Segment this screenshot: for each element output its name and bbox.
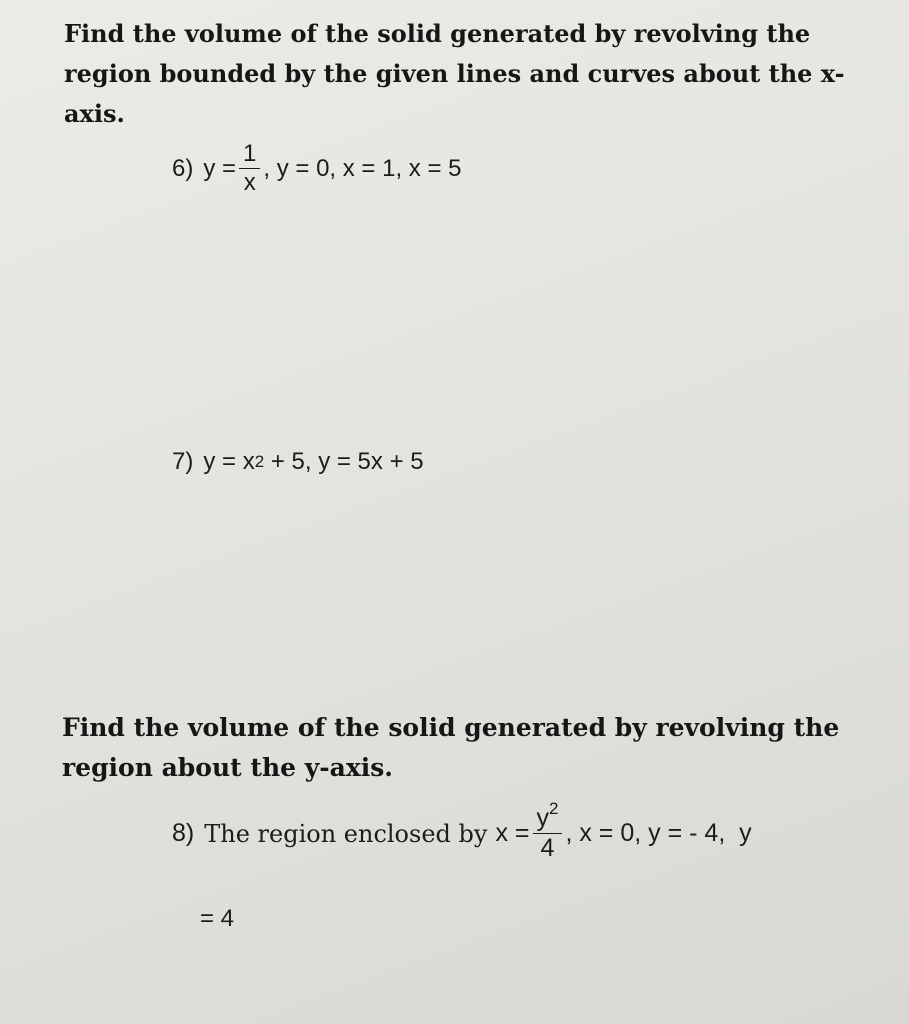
problem-8-denominator: 4 — [540, 834, 555, 862]
instructions-y-axis: Find the volume of the solid generated by revolving the region about the y-axis. — [62, 713, 840, 782]
problem-8-fraction — [533, 799, 563, 862]
problem-8-numerator-exponent: 2 — [549, 799, 559, 818]
problem-6-rest: , y = 0, x = 1, x = 5 — [263, 154, 462, 182]
problem-8-continuation: = 4 — [200, 905, 235, 932]
problem-8-numerator: $y^2$ — [533, 806, 563, 834]
problem-8-lhs: x = — [495, 819, 530, 847]
problem-7-rest: + 5, y = 5x + 5 — [264, 448, 424, 475]
problem-8-rest: , x = 0, y = - 4, y — [565, 819, 752, 847]
problem-6-denominator: x — [243, 169, 256, 196]
problem-6-numerator: 1 — [239, 142, 260, 169]
problem-6-fraction — [239, 142, 260, 195]
problem-8 — [172, 799, 752, 862]
problem-8-lead: The region enclosed by — [204, 819, 488, 848]
problem-6-lhs: y = — [203, 154, 237, 182]
problem-6 — [172, 142, 462, 195]
problem-7-lhs: y = x — [203, 448, 255, 475]
problem-7: 7) y = x 2 + 5, y = 5x + 5 — [172, 448, 424, 475]
problem-8-number: 8) — [172, 819, 195, 847]
problem-7-number: 7) — [172, 448, 194, 475]
instructions-x-axis: Find the volume of the solid generated by revolving the region bounded by the given lines and curves about the x-axis. — [64, 19, 845, 128]
problem-6-number: 6) — [172, 154, 194, 182]
